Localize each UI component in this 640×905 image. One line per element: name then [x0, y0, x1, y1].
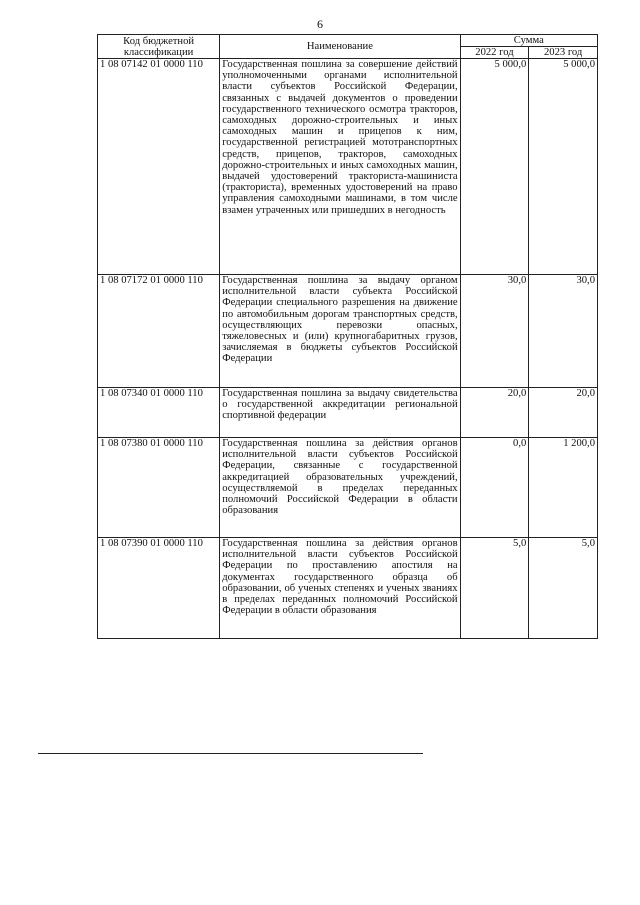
table-row [98, 59, 598, 275]
row-code: 1 08 07380 01 0000 110 [98, 438, 220, 538]
row-code: 1 08 07390 01 0000 110 [98, 538, 220, 639]
row-code: 1 08 07142 01 0000 110 [98, 59, 220, 275]
footnote-divider [38, 753, 423, 754]
header-name: Наименование [220, 35, 460, 59]
page-number: 6 [317, 17, 323, 31]
row-amount-2022: 5,0 [460, 538, 529, 639]
row-name: Государственная пошлина за действия органов исполнительной власти субъектов Российской Федерации по проставлению апостиля на документах государственного образца об образовании, об ученых степенях и ученых званиях в пределах переданных полномочий Российской Федерации в области образования [220, 538, 460, 639]
row-amount-2023: 20,0 [529, 388, 598, 438]
row-name: Государственная пошлина за действия органов исполнительной власти субъектов Российской Федерации, связанные с государственной аккредитацией образовательных учреждений, осуществляемой в пределах переданных полномочий Российской Федерации в области образования [220, 438, 460, 538]
row-name: Государственная пошлина за выдачу свидетельства о государственной аккредитации региональной спортивной федерации [220, 388, 460, 438]
row-name: Государственная пошлина за выдачу органом исполнительной власти субъекта Российской Федерации специального разрешения на движение по автомобильным дорогам транспортных средств, осуществляющих перевозки опасных, тяжеловесных и (или) крупногабаритных грузов, зачисляемая в бюджеты субъектов Российской Федерации [220, 275, 460, 388]
header-year-2022: 2022 год [460, 47, 529, 59]
header-sum: Сумма [460, 35, 597, 47]
row-code: 1 08 07340 01 0000 110 [98, 388, 220, 438]
row-amount-2023: 5 000,0 [529, 59, 598, 275]
row-amount-2023: 1 200,0 [529, 438, 598, 538]
table-row [98, 438, 598, 538]
table-row [98, 275, 598, 388]
row-code: 1 08 07172 01 0000 110 [98, 275, 220, 388]
row-amount-2022: 5 000,0 [460, 59, 529, 275]
header-code: Код бюджетной классификации [98, 35, 220, 59]
row-amount-2022: 30,0 [460, 275, 529, 388]
row-amount-2022: 0,0 [460, 438, 529, 538]
header-year-2023: 2023 год [529, 47, 598, 59]
row-amount-2023: 30,0 [529, 275, 598, 388]
budget-table [97, 34, 598, 639]
table-row [98, 388, 598, 438]
row-name: Государственная пошлина за совершение действий уполномоченными органами исполнительной власти субъектов Российской Федерации, связанных с выдачей документов о проведении государственного технического осмотра тракторов, самоходных дорожно-строительных и иных самоходных машин и прицепов к ним, государственной регистрацией мототранспортных средств, прицепов, тракторов, самоходных дорожно-строительных и иных самоходных машин, выдачей удостоверений тракториста-машиниста (тракториста), временных удостоверений на право управления самоходными машинами, в том числе взамен утраченных или пришедших в негодность [220, 59, 460, 275]
row-amount-2023: 5,0 [529, 538, 598, 639]
table-row [98, 538, 598, 639]
row-amount-2022: 20,0 [460, 388, 529, 438]
